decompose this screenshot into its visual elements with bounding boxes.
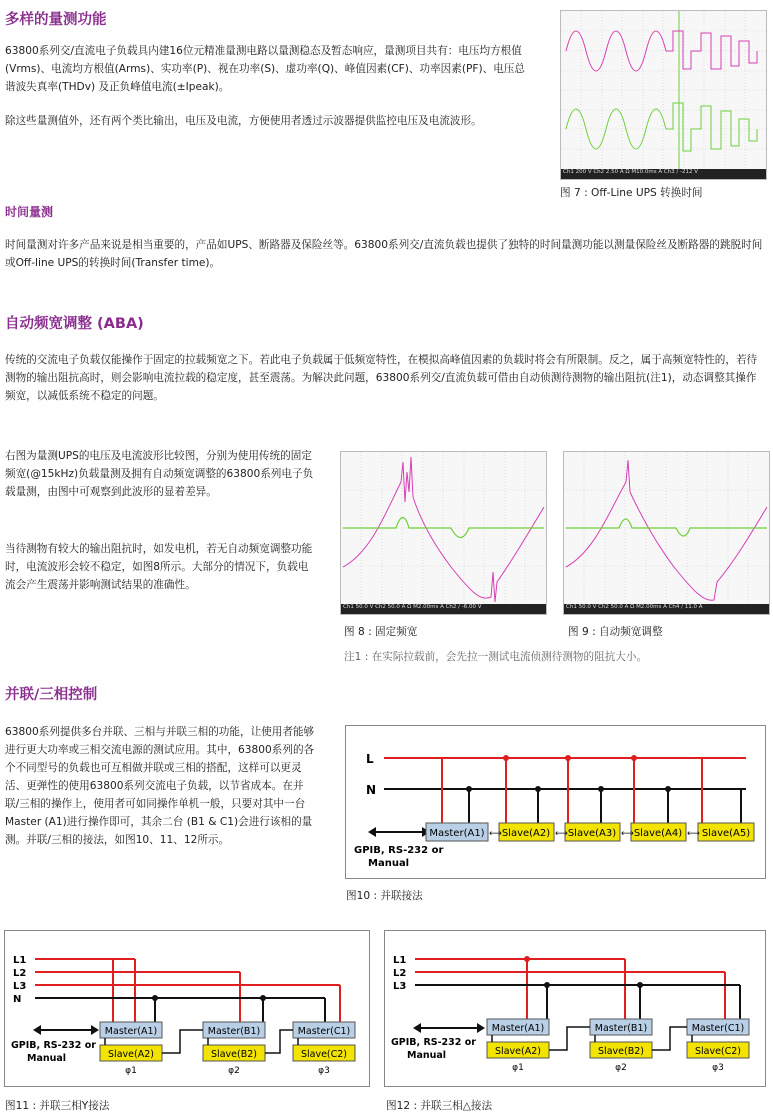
figure-8-oscilloscope [340,451,547,615]
figure-10-diagram [345,725,766,879]
timing-paragraph: 时间量测对许多产品来说是相当重要的，产品如UPS、断路器及保险丝等。63800系列交/直流负载也提供了独特的时间量测功能以测量保险丝及断路器的跳脱时间或Off-line UPS的转换时间(Transfer time)。 [5,239,763,269]
fig11-label-l3: L3 [13,981,27,992]
aba-paragraph-1: 传统的交流电子负载仅能操作于固定的拉载频宽之下。若此电子负载属于低频宽特性，在模拟高峰值因素的负载时将会有所限制。反之，属于高频宽特性的，若待测物的输出阻抗高时，则会影响电流拉载的稳定度，甚至震荡。为解决此问题，63800系列交/直流负载可借由自动侦测待测物的输出阻抗(注1)，动态调整其操作频宽，以减低系统不稳定的问题。 [5,354,758,402]
fig11-phi2: φ2 [228,1066,240,1076]
aba-paragraph-2: 右图为量测UPS的电压及电流波形比较图，分别为使用传统的固定频宽(@15kHz)负载量测及拥有自动频宽调整的63800系列电子负载量测，由图中可观察到此波形的显着差异。 [5,450,314,498]
fig11-master-a1: Master(A1) [104,1026,158,1037]
aba-note: 注1 : 在实际拉载前，会先拉一测试电流侦测待测物的阻抗大小。 [344,651,648,663]
section-title-aba: 自动频宽调整 (ABA) [5,316,144,332]
fig11-gpib: GPIB, RS-232 or [11,1040,96,1051]
fig10-manual: Manual [368,858,410,869]
section-title-parallel: 并联/三相控制 [5,687,98,703]
fig12-phi3: φ3 [712,1063,724,1073]
fig12-master-c1: Master(C1) [691,1023,745,1034]
figure-8-waveform [341,452,546,614]
fig12-label-l2: L2 [393,968,407,979]
measure-paragraph-2: 除这些量测值外，还有两个类比输出，电压及电流，方便使用者透过示波器提供监控电压及电流波形。 [5,115,482,127]
parallel-paragraph: 63800系列提供多台并联、三相与并联三相的功能，让使用者能够进行更大功率或三相交流电源的测试应用。其中，63800系列的各个不同型号的负载也可互相做并联或三相的搭配，这样可以更灵活、更弹性的使用63800系列交流电子负载，以节省成本。在并联/三相的操作上，使用者可如同操作单机一般，只要对其中一台Master (A1)进行操作即可，其余二台 (B1 & C1)会进行该相的量测。并联/三相的接法，如图10、11、12所示。 [5,726,315,846]
fig12-slave-b2: Slave(B2) [598,1046,644,1057]
figure-9-oscilloscope [563,451,770,615]
figure-9-status: Ch1 50.0 V Ch2 50.0 A Ω M2.00ms A Ch4 ∕ 11.0 A [566,604,703,610]
fig11-manual: Manual [27,1053,67,1064]
fig11-phi3: φ3 [318,1066,330,1076]
fig12-gpib: GPIB, RS-232 or [391,1037,476,1048]
fig11-label-n: N [13,994,22,1005]
svg-text:⟷: ⟷ [621,829,634,839]
fig10-slave-a5: Slave(A5) [701,828,751,839]
fig10-gpib: GPIB, RS-232 or [354,845,444,856]
figure-12-svg [385,931,765,1086]
fig10-label-N: N [366,783,377,797]
figure-9-caption: 图 9 : 自动频宽调整 [568,626,663,638]
fig11-phi1: φ1 [125,1066,137,1076]
svg-text:⟷: ⟷ [489,829,502,839]
figure-10-svg [346,726,765,878]
section-title-timing: 时间量测 [5,205,54,219]
svg-text:⟷: ⟷ [555,829,568,839]
fig12-phi1: φ1 [512,1063,524,1073]
fig10-slave-a2: Slave(A2) [501,828,551,839]
fig12-label-l3: L3 [393,981,407,992]
svg-text:⟷: ⟷ [687,829,700,839]
fig11-slave-a2: Slave(A2) [108,1049,154,1060]
figure-8-status: Ch1 50.0 V Ch2 50.0 A Ω M2.00ms A Ch2 ∕ -6.00 V [343,604,482,610]
fig12-master-a1: Master(A1) [491,1023,545,1034]
figure-8-caption: 图 8 : 固定频宽 [344,626,418,638]
figure-7-oscilloscope [560,10,767,180]
figure-7-status: Ch1 200 V Ch2 2.50 A Ω M10.0ms A Ch3 ∕ -212 V [563,169,699,175]
figure-12-diagram [384,930,766,1087]
figure-11-svg [5,931,369,1086]
figure-7-waveform [561,11,766,179]
measure-paragraph-1: 63800系列交/直流电子负载具内建16位元精准量测电路以量测稳态及暂态响应，量测项目共有：电压均方根值(Vrms)、电流均方根值(Arms)、实功率(P)、视在功率(S)、虚功率(Q)、峰值因素(CF)、功率因素(PF)、电压总谐波失真率(THDv) 及正负峰值电流(±Ipeak)。 [5,45,525,93]
fig11-label-l1: L1 [13,955,27,966]
figure-7-caption: 图 7 : Off-Line UPS 转换时间 [560,187,703,199]
fig10-master-a1: Master(A1) [429,828,485,839]
fig12-slave-a2: Slave(A2) [495,1046,541,1057]
fig12-slave-c2: Slave(C2) [694,1046,742,1057]
fig12-manual: Manual [407,1050,447,1061]
fig11-master-c1: Master(C1) [297,1026,351,1037]
section-title-measure: 多样的量测功能 [5,12,107,28]
figure-12-caption: 图12 : 并联三相△接法 [386,1100,493,1112]
fig11-master-b1: Master(B1) [207,1026,261,1037]
fig11-slave-b2: Slave(B2) [211,1049,257,1060]
figure-11-caption: 图11 : 并联三相Y接法 [5,1100,110,1112]
fig10-label-L: L [366,752,374,766]
figure-10-caption: 图10 : 并联接法 [346,890,423,902]
fig11-label-l2: L2 [13,968,27,979]
fig12-master-b1: Master(B1) [594,1023,648,1034]
fig10-slave-a3: Slave(A3) [567,828,617,839]
fig12-label-l1: L1 [393,955,407,966]
figure-11-diagram [4,930,370,1087]
fig11-slave-c2: Slave(C2) [300,1049,348,1060]
fig12-phi2: φ2 [615,1063,627,1073]
figure-9-waveform [564,452,769,614]
fig10-slave-a4: Slave(A4) [633,828,683,839]
aba-paragraph-3: 当待测物有较大的输出阻抗时，如发电机，若无自动频宽调整功能时，电流波形会较不稳定，如图8所示。大部分的情况下，负载电流会产生震荡并影响测试结果的准确性。 [5,543,313,591]
